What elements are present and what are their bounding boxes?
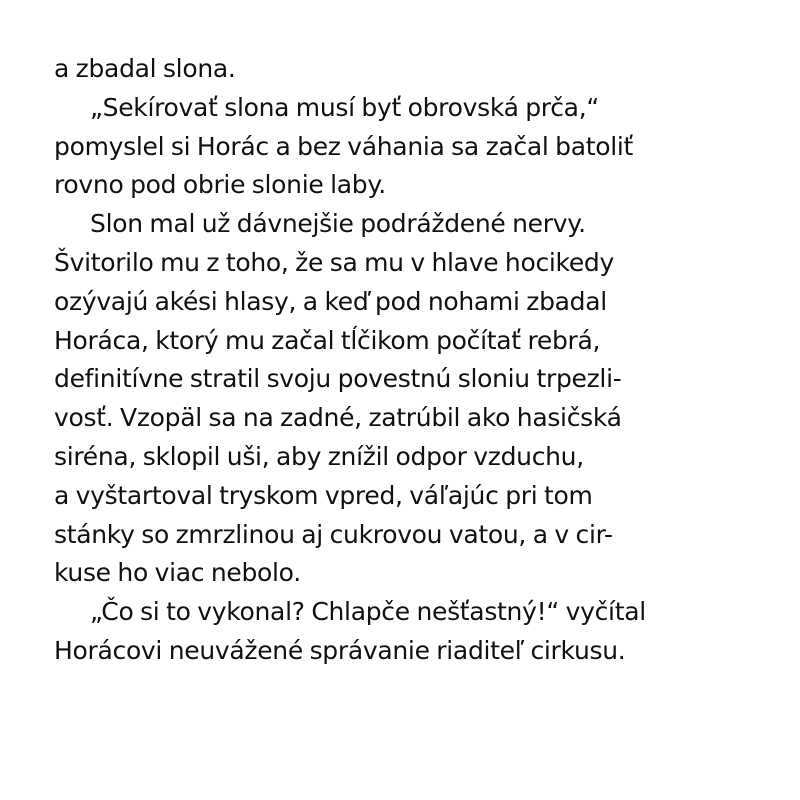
text-line: definitívne stratil svoju povestnú sloniu trpezli-: [54, 364, 622, 394]
text-line: vosť. Vzopäl sa na zadné, zatrúbil ako hasičská: [54, 403, 622, 433]
text-line: „Čo si to vykonal? Chlapče nešťastný!“ vyčítal: [90, 597, 646, 627]
book-page-text: [54, 50, 754, 671]
text-line: ozývajú akési hlasy, a keď pod nohami zbadal: [54, 286, 607, 316]
text-line: stánky so zmrzlinou aj cukrovou vatou, a v cir-: [54, 519, 613, 549]
text-line: Švitorilo mu z toho, že sa mu v hlave hocikedy: [54, 247, 614, 277]
text-line: a vyštartoval tryskom vpred, váľajúc pri tom: [54, 480, 593, 510]
text-line: pomyslel si Horác a bez váhania sa začal batoliť: [54, 131, 634, 161]
text-line: rovno pod obrie slonie laby.: [54, 170, 386, 200]
text-line: „Sekírovať slona musí byť obrovská prča,“: [90, 92, 599, 122]
text-line: Slon mal už dávnejšie podráždené nervy.: [90, 209, 586, 239]
text-line: kuse ho viac nebolo.: [54, 558, 301, 588]
text-line: siréna, sklopil uši, aby znížil odpor vzduchu,: [54, 441, 584, 471]
text-line: Horácovi neuvážené správanie riaditeľ cirkusu.: [54, 635, 626, 665]
text-line: Horáca, ktorý mu začal tĺčikom počítať rebrá,: [54, 325, 601, 355]
text-line: a zbadal slona.: [54, 54, 236, 83]
